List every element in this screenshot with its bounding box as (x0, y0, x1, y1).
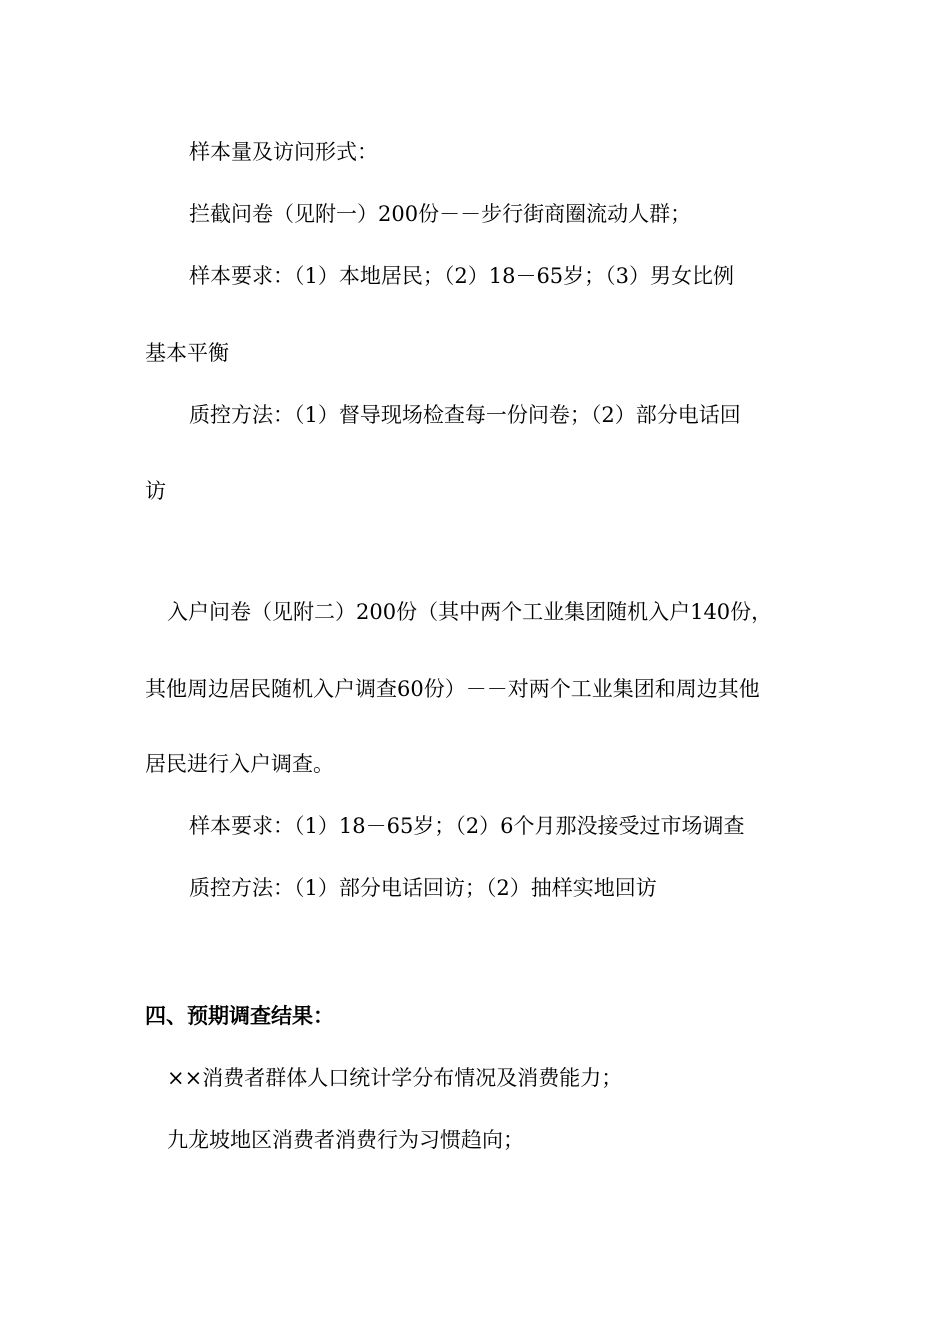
sample-requirement-line-2: 样本要求：（1）18－65岁；（2）6个月那没接受过市场调查 (189, 814, 745, 838)
quality-control-line-1-cont: 访 (145, 479, 166, 503)
sample-requirement-line-1: 样本要求：（1）本地居民；（2）18－65岁；（3）男女比例 (189, 264, 735, 288)
intercept-survey-line: 拦截问卷（见附一）200份－－步行街商圈流动人群； (189, 202, 692, 226)
household-survey-line: 入户问卷（见附二）200份（其中两个工业集团随机入户140份， (167, 600, 773, 624)
quality-control-line-2: 质控方法：（1）部分电话回访；（2）抽样实地回访 (189, 876, 657, 900)
sample-size-heading: 样本量及访问形式： (189, 140, 378, 164)
expected-result-item-1: ××消费者群体人口统计学分布情况及消费能力； (167, 1066, 623, 1090)
section-heading-expected-results: 四、预期调查结果： (145, 1003, 334, 1028)
household-survey-line-cont-2: 居民进行入户调查。 (145, 752, 334, 776)
sample-requirement-line-1-cont: 基本平衡 (145, 341, 229, 365)
expected-result-item-2: 九龙坡地区消费者消费行为习惯趋向； (167, 1128, 524, 1152)
household-survey-line-cont-1: 其他周边居民随机入户调查60份）－－对两个工业集团和周边其他 (145, 677, 760, 701)
quality-control-line-1: 质控方法：（1）督导现场检查每一份问卷；（2）部分电话回 (189, 403, 741, 427)
